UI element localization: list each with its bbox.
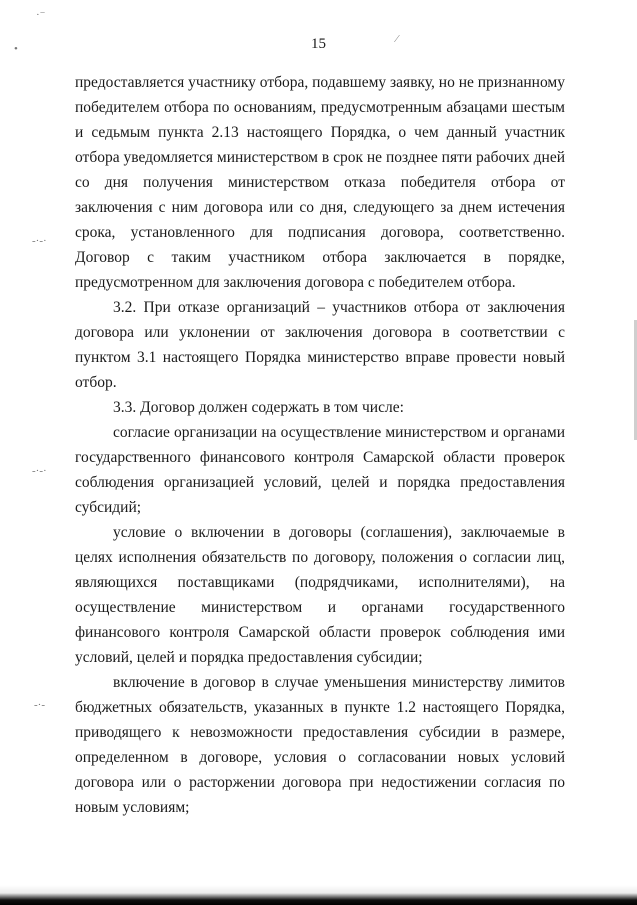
paragraph-limits-reduction: включение в договор в случае уменьшения министерству лимитов бюджетных обязательств, указанных в пункте 1.2 настоящего Порядка, приводящего к невозможности предоставления субсидии в размере, определенном в договоре, условия о согласовании новых условий договора или о расторжении договора при недостижении согласия по новым условиям; — [75, 674, 565, 816]
scan-edge-bottom — [0, 885, 637, 905]
scan-mark-left-1: -·-· — [32, 235, 47, 247]
paragraph-consent: согласие организации на осуществление министерством и органами государственного финансового контроля Самарской области проверок соблюдения организацией условий, целей и порядка предоставления субсидий; — [75, 424, 565, 516]
paragraph-contracts-condition: условие о включении в договоры (соглашения), заключаемые в целях исполнения обязательств по договору, положения о согласии лиц, являющихся поставщиками (подрядчиками, исполнителями), на осуществление министерством и органами государственного финансового контроля Самарской области проверок соблюдения ими условий, целей и порядка предоставления субсидии; — [75, 524, 565, 666]
paragraph-3-2: 3.2. При отказе организаций – участников отбора от заключения договора или уклонении от заключения договора в соответствии с пунктом 3.1 настоящего Порядка министерство вправе провести новый отбор. — [75, 299, 565, 391]
document-body — [75, 70, 565, 820]
scan-mark-left-2: -·-· — [32, 465, 47, 477]
page-number: 15 — [311, 36, 326, 52]
scan-mark-left-dot: • — [14, 43, 18, 55]
scan-mark-top-slash: ⁄ — [396, 33, 398, 45]
scan-mark-top-left: ·⁻ — [36, 9, 46, 21]
paragraph-continuation: предоставляется участнику отбора, подавшему заявку, но не признанному победителем отбора по основаниям, предусмотренным абзацами шестым и седьмым пункта 2.13 настоящего Порядка, о чем данный участник отбора уведомляется министерством в срок не позднее пяти рабочих дней со дня получения министерством отказа победителя отбора от заключения с ним договора или со дня, следующего за днем истечения срока, установленного для подписания договора, соответственно. Договор с таким участником отбора заключается в порядке, предусмотренном для заключения договора с победителем отбора. — [75, 74, 565, 291]
paragraph-3-3: 3.3. Договор должен содержать в том числе: — [113, 399, 404, 416]
scan-mark-left-3: -·- — [34, 699, 45, 711]
